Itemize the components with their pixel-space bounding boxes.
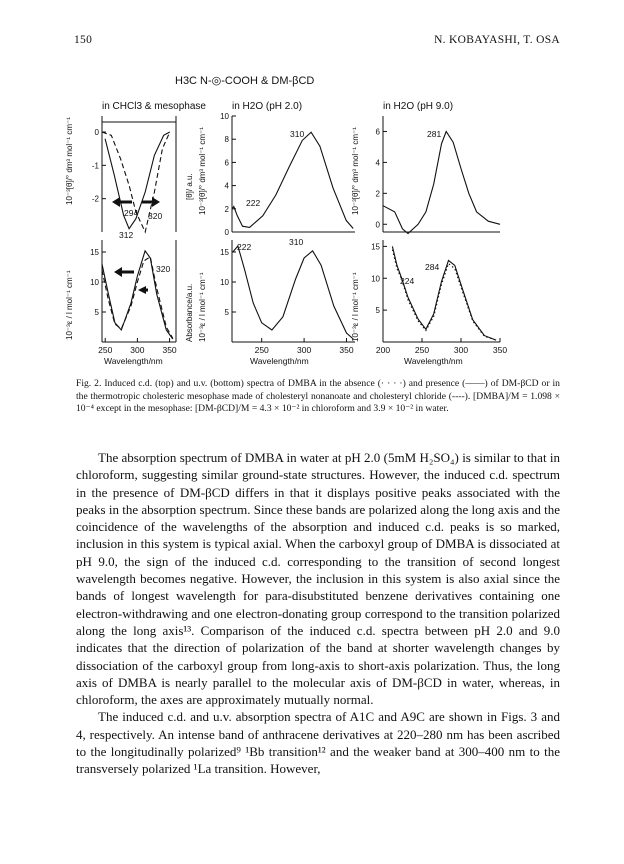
chart-6-series-2: [392, 250, 496, 341]
chart-6-xtick-label: 350: [492, 345, 508, 355]
body-text: [76, 449, 560, 778]
chart-6-ytick-label: 15: [371, 242, 380, 252]
chart-4-ytick-label: 10: [90, 278, 99, 287]
chart-6-series-1: [392, 246, 496, 340]
chart-marks: [90, 112, 507, 355]
chart-6-ytick-label: 10: [371, 274, 380, 284]
chart-2-ytick-label: 0: [224, 228, 229, 237]
ylabel-abs-right: 10⁻³ε / l mol⁻¹ cm⁻¹: [351, 272, 360, 342]
ylabel-abs-left: 10⁻³ε / l mol⁻¹ cm⁻¹: [65, 270, 74, 340]
caption-text: Induced c.d. (top) and u.v. (bottom) spectra of DMBA in the absence (· · · ·) and presence (——) of DM-βCD or in the thermotropic cholesteric mesophase made of cholesteryl nonanoate and cholesteryl chloride (----). [DMBA]/M = 1.098 × 10⁻⁴ except in the mesophase: [DM-βCD]/M = 4.3 × 10⁻² in chloroform and 3.9 × 10⁻² in water.: [76, 378, 560, 415]
xlabel-1: Wavelength/nm: [104, 356, 163, 366]
chart-1-ytick-label: -2: [91, 194, 99, 204]
ylabel-abs-left-right: Absorbance/a.u.: [185, 283, 194, 342]
chart-6-xtick-label: 200: [375, 345, 391, 355]
chart-5-ytick-label: 10: [220, 278, 229, 287]
panel-title-3: in H2O (pH 9.0): [383, 101, 454, 112]
ylabel-cd-left-right: [θ]/ a.u.: [185, 173, 194, 200]
peak-label-294: 294: [124, 208, 139, 218]
chart-4-xtick-label: 250: [98, 345, 113, 355]
chart-2-ytick-label: 10: [220, 112, 229, 121]
chart-3-series-1: [383, 132, 500, 234]
peak-label-310a: 310: [290, 129, 305, 139]
chart-5-ytick-label: 5: [224, 308, 229, 317]
chart-6-xtick-label: 250: [414, 345, 430, 355]
ylabel-cd-mid: 10⁻³[θ]/° dm³ mol⁻¹ cm⁻¹: [198, 127, 207, 215]
xlabel-3: Wavelength/nm: [404, 356, 463, 366]
peak-label-222b: 222: [237, 242, 252, 252]
page-number: 150: [74, 34, 93, 46]
peak-label-284: 284: [425, 262, 440, 272]
chart-2-ytick-label: 4: [224, 181, 229, 191]
ylabel-cd-right: 10⁻³[θ]/° dm³ mol⁻¹ cm⁻¹: [351, 127, 360, 215]
ylabel-cd-left: 10⁻³[θ]/° dm³ mol⁻¹ cm⁻¹: [65, 117, 74, 205]
peak-label-312: 312: [119, 230, 134, 240]
chart-4-xtick-label: 300: [130, 345, 145, 355]
figure: [0, 0, 624, 380]
panel-1-cd-axes: [102, 116, 176, 232]
figure-caption: [76, 378, 560, 416]
chart-3-ytick-label: 6: [375, 127, 380, 137]
chart-1-ytick-label: -1: [91, 161, 99, 171]
ylabel-abs-mid: 10⁻³ε / l mol⁻¹ cm⁻¹: [198, 272, 207, 342]
panel-title-2: in H2O (pH 2.0): [232, 101, 303, 112]
chart-2-ytick-label: 2: [224, 204, 229, 214]
chart-3-ytick-label: 4: [375, 158, 380, 168]
chart-2-series-1: [232, 132, 353, 228]
peak-label-222a: 222: [246, 198, 261, 208]
chart-5-series-1: [233, 246, 353, 339]
chart-6-ytick-label: 5: [375, 306, 380, 316]
chart-4-ytick-label: 15: [90, 248, 99, 257]
peak-label-310b: 310: [289, 237, 304, 247]
peak-label-320: 320: [148, 211, 163, 221]
running-header: N. KOBAYASHI, T. OSA: [434, 34, 560, 46]
chart-3-ytick-label: 0: [375, 220, 380, 230]
chart-4-ytick-label: 5: [94, 308, 99, 317]
panel-6-abs-axes: [383, 240, 500, 342]
chart-5-ytick-label: 15: [220, 248, 229, 257]
panel-3-cd-axes: [383, 116, 500, 232]
chart-2-ytick-label: 6: [224, 158, 229, 168]
peak-label-281: 281: [427, 129, 442, 139]
compound-label: H3C N-◎-COOH & DM-βCD: [175, 75, 315, 87]
chart-1-ytick-label: 0: [94, 128, 99, 137]
paragraph-2: The induced c.d. and u.v. absorption spectra of A1C and A9C are shown in Figs. 3 and 4, respectively. An intense band of anthracene derivatives at 220–280 nm has been ascribed to the longitudinally polarized⁹ ¹Bb transition¹² and the weaker band at 300–400 nm to the transversely polarized ¹La transition. However,: [76, 709, 560, 777]
paragraph-1: The absorption spectrum of DMBA in water at pH 2.0 (5mM H₂SO₄) is similar to that in chloroform, suggesting similar ground-state structures. However, the induced c.d. spectrum in the presence of DM-βCD differs in that it displays positive peaks associated with the peaks in the absorption spectrum. Since these bands are polarized along the long axis and the coincidence of the wavelengths of the absorption and induced c.d. peaks is so marked, inclusion in this system is typical axial. When the carboxyl group of DMBA is dissociated at pH 9.0, the sign of the induced c.d. corresponding to the transition of second longest wavelength becomes negative. However, the inclusion in this system is also axial since the bands of longest wavelength for para-disubstituted benzene derivatives containing one electron-withdrawing and one electron-donating group correspond to the transition polarized along the long axis¹³. Comparison of the induced c.d. spectra between pH 2.0 and 9.0 indicates that the direction of polarization of the band at shorter wavelength changes by dissociation of the carboxyl group from long-axis to short-axis polarization. Thus, the long axis of DMBA is nearly parallel to the molecular axis of DM-βCD in water, whereas, in chloroform, the axes are approximately mutually normal.: [76, 450, 560, 708]
chart-5-xtick-label: 350: [339, 345, 354, 355]
chart-3-ytick-label: 2: [375, 189, 380, 199]
xlabel-2: Wavelength/nm: [250, 356, 309, 366]
peak-label-320b: 320: [156, 264, 171, 274]
peak-label-224: 224: [400, 276, 415, 286]
chart-6-xtick-label: 300: [453, 345, 469, 355]
chart-4-xtick-label: 350: [162, 345, 177, 355]
chart-5-xtick-label: 300: [297, 345, 312, 355]
panel-title-1: in CHCl3 & mesophase: [102, 101, 206, 112]
chart-5-xtick-label: 250: [254, 345, 269, 355]
chart-2-ytick-label: 8: [224, 135, 229, 145]
caption-label: Fig. 2.: [76, 378, 102, 389]
